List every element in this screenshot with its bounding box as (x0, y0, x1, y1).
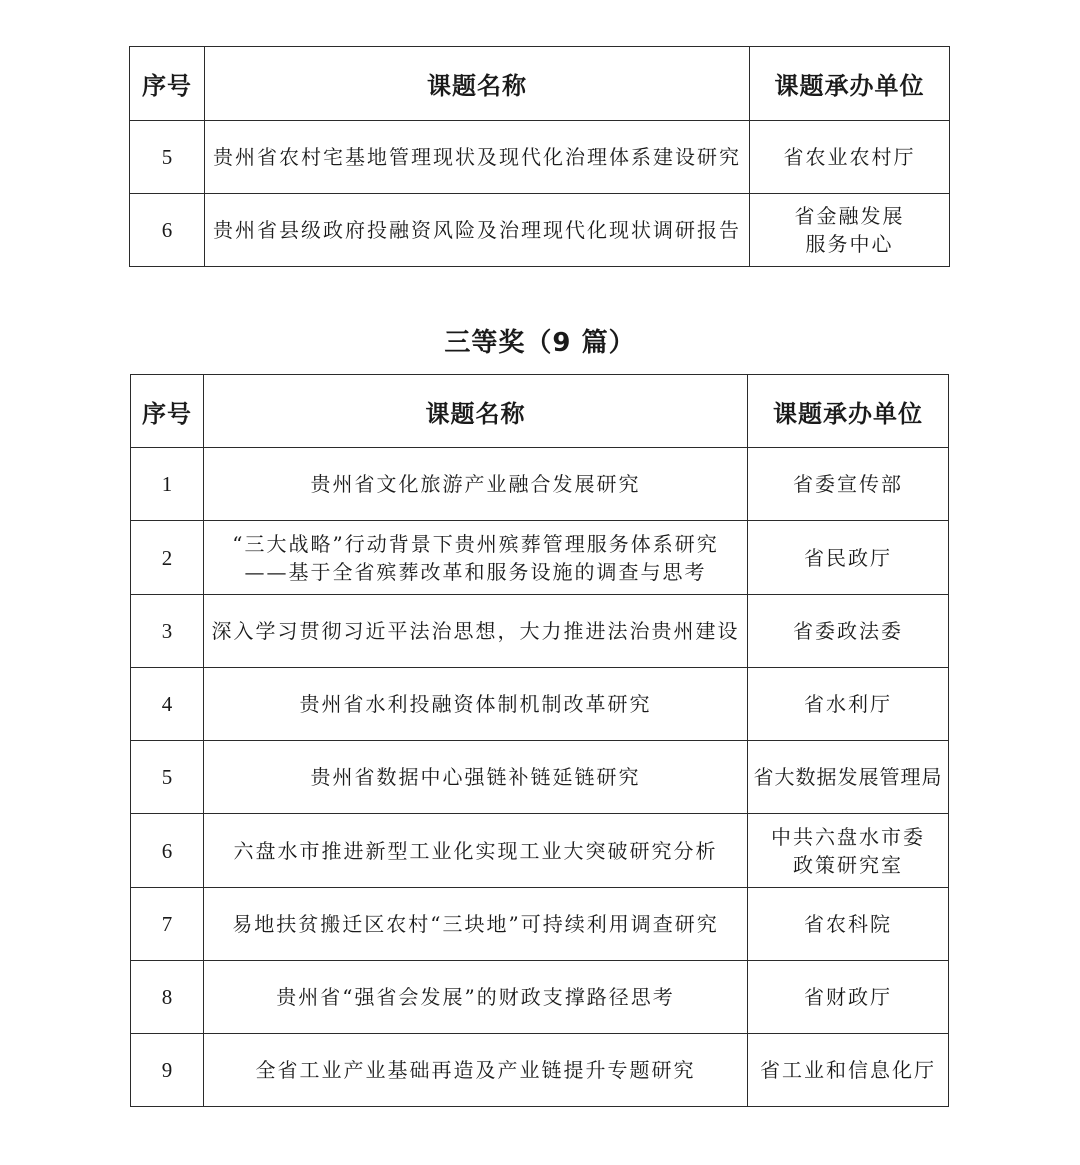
row-organizer (748, 888, 949, 961)
row-serial: 1 (131, 448, 204, 521)
topic-line: “三大战略”行动背景下贵州殡葬管理服务体系研究 (232, 531, 719, 556)
topic-line: 贵州省数据中心强链补链延链研究 (310, 765, 641, 789)
organizer-line: 省民政厅 (804, 545, 892, 570)
header-organizer: 课题承办单位 (750, 47, 950, 121)
organizer-line: 中共六盘水市委 (771, 824, 925, 849)
row-serial: 9 (131, 1034, 204, 1107)
row-organizer (748, 668, 949, 741)
row-topic (204, 814, 748, 888)
row-organizer (748, 521, 949, 595)
topic-line: 贵州省“强省会发展”的财政支撑路径思考 (276, 985, 675, 1009)
organizer-line: 省委政法委 (793, 619, 903, 643)
topic-line: 全省工业产业基础再造及产业链提升专题研究 (255, 1058, 696, 1082)
table-header-row (131, 375, 949, 448)
organizer-line: 省财政厅 (804, 985, 892, 1009)
header-organizer: 课题承办单位 (748, 375, 949, 448)
row-organizer (748, 595, 949, 668)
organizer-line: 省金融发展 (794, 204, 905, 228)
row-organizer (750, 121, 950, 194)
table-header-row (130, 47, 950, 121)
row-serial: 8 (131, 961, 204, 1034)
table-row (131, 961, 949, 1034)
topic-line: 六盘水市推进新型工业化实现工业大突破研究分析 (233, 838, 718, 863)
row-topic (204, 888, 748, 961)
header-serial: 序号 (130, 47, 205, 121)
organizer-line: 省工业和信息化厅 (760, 1058, 936, 1082)
row-topic: 贵州省农村宅基地管理现状及现代化治理体系建设研究 (205, 121, 750, 194)
table-row (131, 814, 949, 888)
organizer-line: 省大数据发展管理局 (753, 765, 943, 789)
row-organizer (748, 814, 949, 888)
topic-line: ——基于全省殡葬改革和服务设施的调查与思考 (244, 559, 707, 584)
row-serial: 6 (131, 814, 204, 888)
row-topic (204, 448, 748, 521)
table-row (131, 448, 949, 521)
row-organizer (748, 448, 949, 521)
row-topic: 贵州省县级政府投融资风险及治理现代化现状调研报告 (205, 194, 750, 267)
topic-line: 贵州省文化旅游产业融合发展研究 (310, 472, 641, 496)
table-row (131, 595, 949, 668)
organizer-line: 省农科院 (804, 912, 892, 936)
table-row (131, 521, 949, 595)
row-serial: 4 (131, 668, 204, 741)
row-serial: 6 (130, 194, 205, 267)
organizer-line: 省水利厅 (804, 692, 892, 716)
row-organizer (748, 1034, 949, 1107)
topic-line: 易地扶贫搬迁区农村“三块地”可持续利用调查研究 (232, 912, 719, 936)
row-organizer (748, 741, 949, 814)
header-serial: 序号 (131, 375, 204, 448)
row-serial: 5 (131, 741, 204, 814)
header-topic-name: 课题名称 (205, 47, 750, 121)
table-row (131, 668, 949, 741)
row-topic (204, 961, 748, 1034)
row-topic (204, 595, 748, 668)
award-table-continued (129, 46, 950, 267)
table-row (131, 741, 949, 814)
organizer-line: 省农业农村厅 (783, 145, 916, 169)
topic-line: 贵州省水利投融资体制机制改革研究 (299, 692, 652, 716)
topic-line: 深入学习贯彻习近平法治思想，大力推进法治贵州建设 (211, 619, 740, 643)
row-serial: 7 (131, 888, 204, 961)
row-organizer (750, 194, 950, 267)
third-prize-table (130, 374, 949, 1107)
organizer-line: 省委宣传部 (793, 472, 903, 496)
row-serial: 5 (130, 121, 205, 194)
table-row (131, 1034, 949, 1107)
table-row (130, 194, 950, 267)
row-topic (204, 1034, 748, 1107)
row-topic (204, 741, 748, 814)
row-topic (204, 521, 748, 595)
row-serial: 3 (131, 595, 204, 668)
table-row (131, 888, 949, 961)
row-topic (204, 668, 748, 741)
header-topic-name: 课题名称 (204, 375, 748, 448)
third-prize-heading: 三等奖（9 篇） (444, 328, 636, 358)
organizer-line: 服务中心 (805, 232, 894, 256)
row-organizer (748, 961, 949, 1034)
table-row (130, 121, 950, 194)
organizer-line: 政策研究室 (793, 852, 903, 877)
row-serial: 2 (131, 521, 204, 595)
